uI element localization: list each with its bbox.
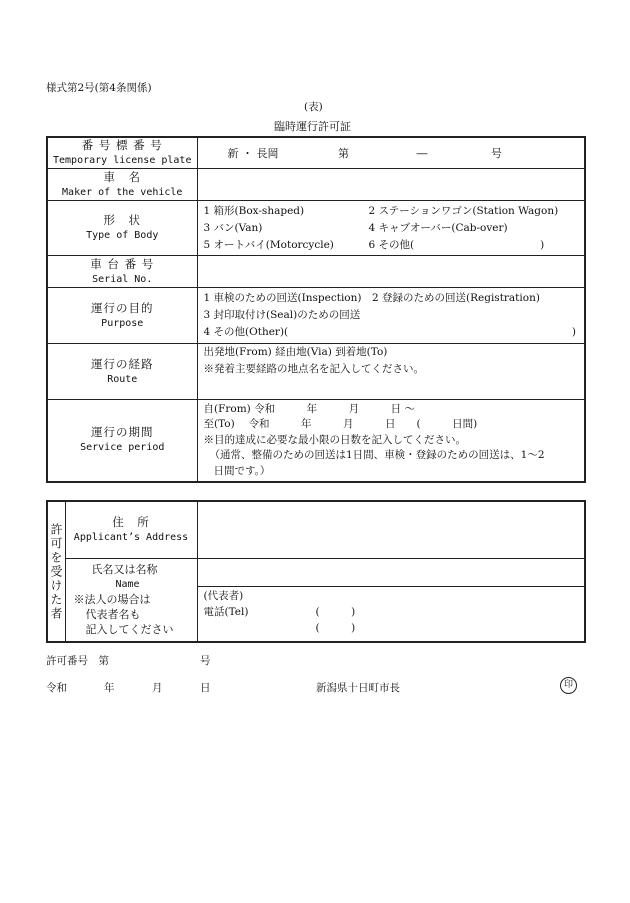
seal-mark: 印 <box>560 677 577 694</box>
maker-label: 車 名 Maker of the vehicle <box>47 169 197 201</box>
name-label: 氏名又は名称 Name ※法人の場合は 代表者名も 記入してください <box>65 558 197 642</box>
maker-value[interactable] <box>197 169 585 201</box>
serial-value[interactable] <box>197 256 585 288</box>
address-value[interactable] <box>197 501 585 558</box>
plate-label: 番 号 標 番 号 Temporary license plate <box>47 137 197 169</box>
applicant-table <box>46 500 586 643</box>
issuer-name: 新潟県十日町市長 <box>316 682 400 694</box>
footer-year: 年 <box>104 682 115 694</box>
serial-label: 車 台 番 号 Serial No. <box>47 256 197 288</box>
period-label: 運行の期間 Service period <box>47 400 197 482</box>
period-value[interactable]: 自(From) 令和 年 月 日 ～ 至(To) 令和 年 月 日 ( 日間) ※目的達成に必要な最小限の日数を記入してください。 （通常、整備のための回送は1日間、車検・登録のための回送は、1～2 日間です。） <box>197 400 585 482</box>
permit-number-label: 許可番号 第 <box>46 655 109 667</box>
tel-paren-1: ( ) <box>315 605 356 618</box>
representative-tel-cell[interactable]: (代表者) 電話(Tel) ( ) ( ) <box>197 586 585 642</box>
form-title: 臨時運行許可証 <box>274 120 351 133</box>
route-value[interactable]: 出発地(From) 経由地(Via) 到着地(To) ※発着主要経路の地点名を記入してください。 <box>197 344 585 400</box>
purpose-options[interactable]: 1 車検のための回送(Inspection) 2 登録のための回送(Registration) 3 封印取付け(Seal)のための回送 4 その他(Other)( ) <box>197 288 585 344</box>
plate-value[interactable]: 新 ・ 長岡 第 ― 号 <box>197 137 585 169</box>
route-label: 運行の経路 Route <box>47 344 197 400</box>
tel-paren-2: ( ) <box>315 621 356 634</box>
body-type-options[interactable]: 1 箱形(Box-shaped) 2 ステーションワゴン(Station Wagon) 3 バン(Van) 4 キャブオーバー(Cab-over) 5 オートバイ(Motorcycle) 6 その他( ) <box>197 201 585 256</box>
applicant-side-label: 許可を受けた者 <box>47 501 65 642</box>
name-value[interactable] <box>197 558 585 586</box>
form-side: (表) <box>304 101 323 113</box>
address-label: 住 所 Applicant’s Address <box>65 501 197 558</box>
body-type-label: 形 状 Type of Body <box>47 201 197 256</box>
footer-reiwa: 令和 <box>46 682 67 694</box>
permit-number-go: 号 <box>200 655 211 667</box>
footer-month: 月 <box>152 682 163 694</box>
vehicle-info-table <box>46 136 586 483</box>
form-number: 様式第2号(第4条関係) <box>46 82 152 94</box>
purpose-label: 運行の目的 Purpose <box>47 288 197 344</box>
footer-day: 日 <box>200 682 211 694</box>
